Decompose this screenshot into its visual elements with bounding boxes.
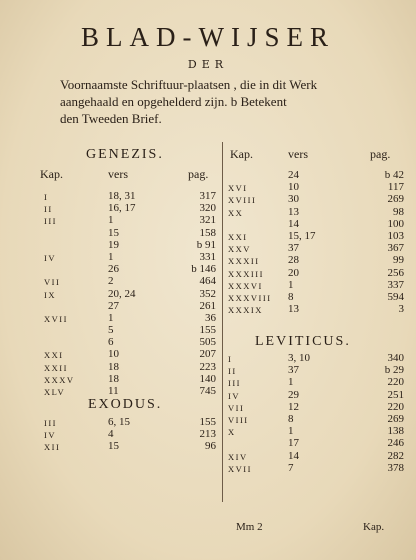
page-number: 594: [387, 290, 404, 303]
verse-number: 19: [108, 238, 119, 251]
verse-number: 12: [288, 400, 299, 413]
verse-number: 29: [288, 388, 299, 401]
page-number: 138: [387, 425, 404, 438]
chapter-number: XXXVIII: [228, 292, 272, 303]
page-number: 98: [393, 205, 404, 218]
page-number: 261: [199, 299, 216, 312]
index-row: [0, 385, 222, 397]
chapter-number: XVIII: [228, 195, 257, 206]
page-number: 321: [199, 214, 216, 227]
page-number: b 91: [196, 238, 216, 251]
verse-number: 11: [108, 385, 119, 397]
right-header-vers: vers: [288, 147, 308, 161]
page-number: 36: [205, 311, 216, 324]
index-row: [222, 413, 416, 425]
page-subtitle: DER: [187, 58, 229, 71]
page-number: b 146: [191, 263, 216, 276]
verse-number: 6, 15: [108, 416, 130, 428]
index-row: [0, 428, 222, 440]
index-row: [0, 312, 222, 324]
page-number: 352: [199, 287, 216, 300]
verse-number: 14: [288, 217, 299, 230]
catchword: Kap.: [363, 521, 385, 533]
intro-text: [60, 76, 400, 127]
page-number: 96: [205, 440, 216, 453]
leviticus-heading: LEVITICUS.: [255, 334, 351, 349]
page-number: 745: [199, 385, 216, 397]
page-number: 246: [387, 437, 404, 450]
leviticus-table: [222, 352, 416, 474]
index-row: [0, 251, 222, 263]
signature-mark: Mm 2: [236, 521, 263, 533]
page-number: 320: [199, 202, 216, 215]
index-row: [0, 190, 222, 202]
verse-number: 20: [288, 266, 299, 279]
index-row: [222, 389, 416, 401]
page-number: 99: [393, 254, 404, 267]
index-row: [222, 230, 416, 242]
exodus-heading: EXODUS.: [88, 397, 163, 412]
right-header-pag: pag.: [370, 147, 391, 161]
chapter-number: VII: [228, 402, 245, 413]
page-number: 505: [199, 336, 216, 349]
chapter-number: XXXVI: [228, 280, 263, 291]
index-row: [222, 352, 416, 364]
verse-number: 5: [108, 324, 114, 337]
chapter-number: VIII: [228, 414, 249, 425]
index-row: [222, 437, 416, 449]
chapter-number: VII: [44, 277, 61, 288]
page-number: 158: [199, 226, 216, 239]
page-number: 220: [387, 376, 404, 389]
index-row: [0, 361, 222, 373]
index-row: [222, 267, 416, 279]
verse-number: 16, 17: [108, 202, 136, 215]
page-number: 331: [199, 250, 216, 263]
index-row: [222, 242, 416, 254]
left-header-pag: pag.: [188, 167, 209, 181]
chapter-number: III: [228, 378, 241, 389]
index-row: [222, 206, 416, 218]
page-number: 317: [199, 190, 216, 202]
chapter-number: IV: [228, 390, 240, 401]
verse-number: 1: [288, 376, 294, 389]
index-row: [0, 275, 222, 287]
intro-line: aangehaald en opgehelderd zijn. b Betekent: [60, 94, 287, 109]
page-number: 337: [387, 278, 404, 291]
verse-number: 1: [108, 214, 114, 227]
verse-number: 17: [288, 437, 299, 450]
intro-line: den Tweeden Brief.: [60, 111, 162, 126]
index-row: [222, 193, 416, 205]
chapter-number: II: [44, 204, 53, 215]
chapter-number: XXV: [228, 244, 251, 255]
index-row: [222, 291, 416, 303]
verse-number: 1: [288, 425, 294, 438]
chapter-number: XXII: [44, 362, 68, 373]
index-row: [222, 462, 416, 474]
verse-number: 10: [288, 181, 299, 194]
chapter-number: XIV: [228, 451, 248, 462]
page-number: 269: [387, 193, 404, 206]
page-number: 269: [387, 412, 404, 425]
index-row: [222, 425, 416, 437]
verse-number: 13: [288, 303, 299, 316]
verse-number: 18: [108, 372, 119, 385]
chapter-number: IV: [44, 430, 56, 441]
verse-number: 20, 24: [108, 287, 136, 300]
page-number: 103: [387, 229, 404, 242]
chapter-number: XXXIX: [228, 305, 263, 316]
page-number: 3: [398, 303, 404, 316]
chapter-number: XXI: [44, 350, 64, 361]
index-row: [0, 202, 222, 214]
verse-number: 1: [108, 311, 114, 324]
verse-number: 8: [288, 290, 294, 303]
page-number: 155: [199, 416, 216, 428]
verse-number: 2: [108, 275, 114, 288]
page-number: b 29: [384, 364, 404, 377]
chapter-number: XXXII: [228, 256, 260, 267]
page-number: 213: [199, 428, 216, 441]
index-row: [0, 324, 222, 336]
chapter-number: I: [228, 354, 233, 364]
page-number: 464: [199, 275, 216, 288]
page-number: b 42: [384, 169, 404, 181]
index-row: [0, 373, 222, 385]
chapter-number: IX: [44, 289, 56, 300]
page-number: 256: [387, 266, 404, 279]
index-row: [0, 336, 222, 348]
verse-number: 1: [108, 250, 114, 263]
chapter-number: III: [44, 216, 57, 227]
chapter-number: XXXV: [44, 374, 75, 385]
index-row: [0, 348, 222, 360]
page-number: 367: [387, 242, 404, 255]
chapter-number: XLV: [44, 387, 66, 397]
page-number: 100: [387, 217, 404, 230]
index-row: [222, 218, 416, 230]
chapter-number: XXXIII: [228, 268, 264, 279]
page-number: 155: [199, 324, 216, 337]
page-number: 223: [199, 360, 216, 373]
genesis-table-left: [0, 190, 222, 397]
right-header-kap: Kap.: [230, 147, 253, 161]
page-number: 378: [387, 461, 404, 474]
intro-line: Voornaamste Schriftuur-plaatsen , die in dit Werk: [60, 77, 318, 92]
verse-number: 15: [108, 440, 119, 453]
chapter-number: XII: [44, 442, 61, 453]
verse-number: 15: [108, 226, 119, 239]
chapter-number: X: [228, 427, 236, 438]
index-row: [0, 288, 222, 300]
index-row: [0, 300, 222, 312]
chapter-number: XVII: [228, 463, 252, 474]
chapter-number: XXI: [228, 231, 248, 242]
chapter-number: XX: [228, 207, 244, 218]
verse-number: 8: [288, 412, 294, 425]
verse-number: 30: [288, 193, 299, 206]
index-row: [0, 239, 222, 251]
verse-number: 3, 10: [288, 352, 310, 364]
verse-number: 18, 31: [108, 190, 136, 202]
index-row: [0, 263, 222, 275]
page-number: 340: [387, 352, 404, 364]
chapter-number: XVII: [44, 313, 68, 324]
index-row: [222, 279, 416, 291]
verse-number: 15, 17: [288, 229, 316, 242]
verse-number: 6: [108, 336, 114, 349]
chapter-number: III: [44, 418, 57, 428]
verse-number: 4: [108, 428, 114, 441]
page-number: 251: [387, 388, 404, 401]
verse-number: 18: [108, 360, 119, 373]
index-row: [222, 450, 416, 462]
verse-number: 14: [288, 449, 299, 462]
index-row: [222, 401, 416, 413]
verse-number: 37: [288, 242, 299, 255]
index-row: [222, 181, 416, 193]
verse-number: 10: [108, 348, 119, 361]
page-title: BLAD-WIJSER: [81, 22, 335, 52]
index-row: [222, 376, 416, 388]
chapter-number: I: [44, 192, 49, 202]
verse-number: 27: [108, 299, 119, 312]
chapter-number: II: [228, 366, 237, 377]
page-number: 220: [387, 400, 404, 413]
exodus-table: [0, 416, 222, 453]
page-number: 117: [387, 181, 404, 194]
genesis-heading: GENEZIS.: [86, 147, 164, 162]
index-row: [222, 303, 416, 315]
index-row: [0, 214, 222, 226]
verse-number: 37: [288, 364, 299, 377]
index-row: [0, 227, 222, 239]
genesis-table-right: [222, 169, 416, 315]
index-row: [222, 364, 416, 376]
verse-number: 7: [288, 461, 294, 474]
verse-number: 28: [288, 254, 299, 267]
chapter-number: XVI: [228, 183, 248, 194]
index-row: [0, 416, 222, 428]
page-number: 282: [387, 449, 404, 462]
left-header-vers: vers: [108, 167, 128, 181]
index-row: [0, 440, 222, 452]
verse-number: 13: [288, 205, 299, 218]
left-header-kap: Kap.: [40, 167, 63, 181]
verse-number: 24: [288, 169, 299, 181]
index-row: [222, 169, 416, 181]
index-row: [222, 254, 416, 266]
verse-number: 1: [288, 278, 294, 291]
verse-number: 26: [108, 263, 119, 276]
chapter-number: IV: [44, 252, 56, 263]
page-number: 207: [199, 348, 216, 361]
page-number: 140: [199, 372, 216, 385]
